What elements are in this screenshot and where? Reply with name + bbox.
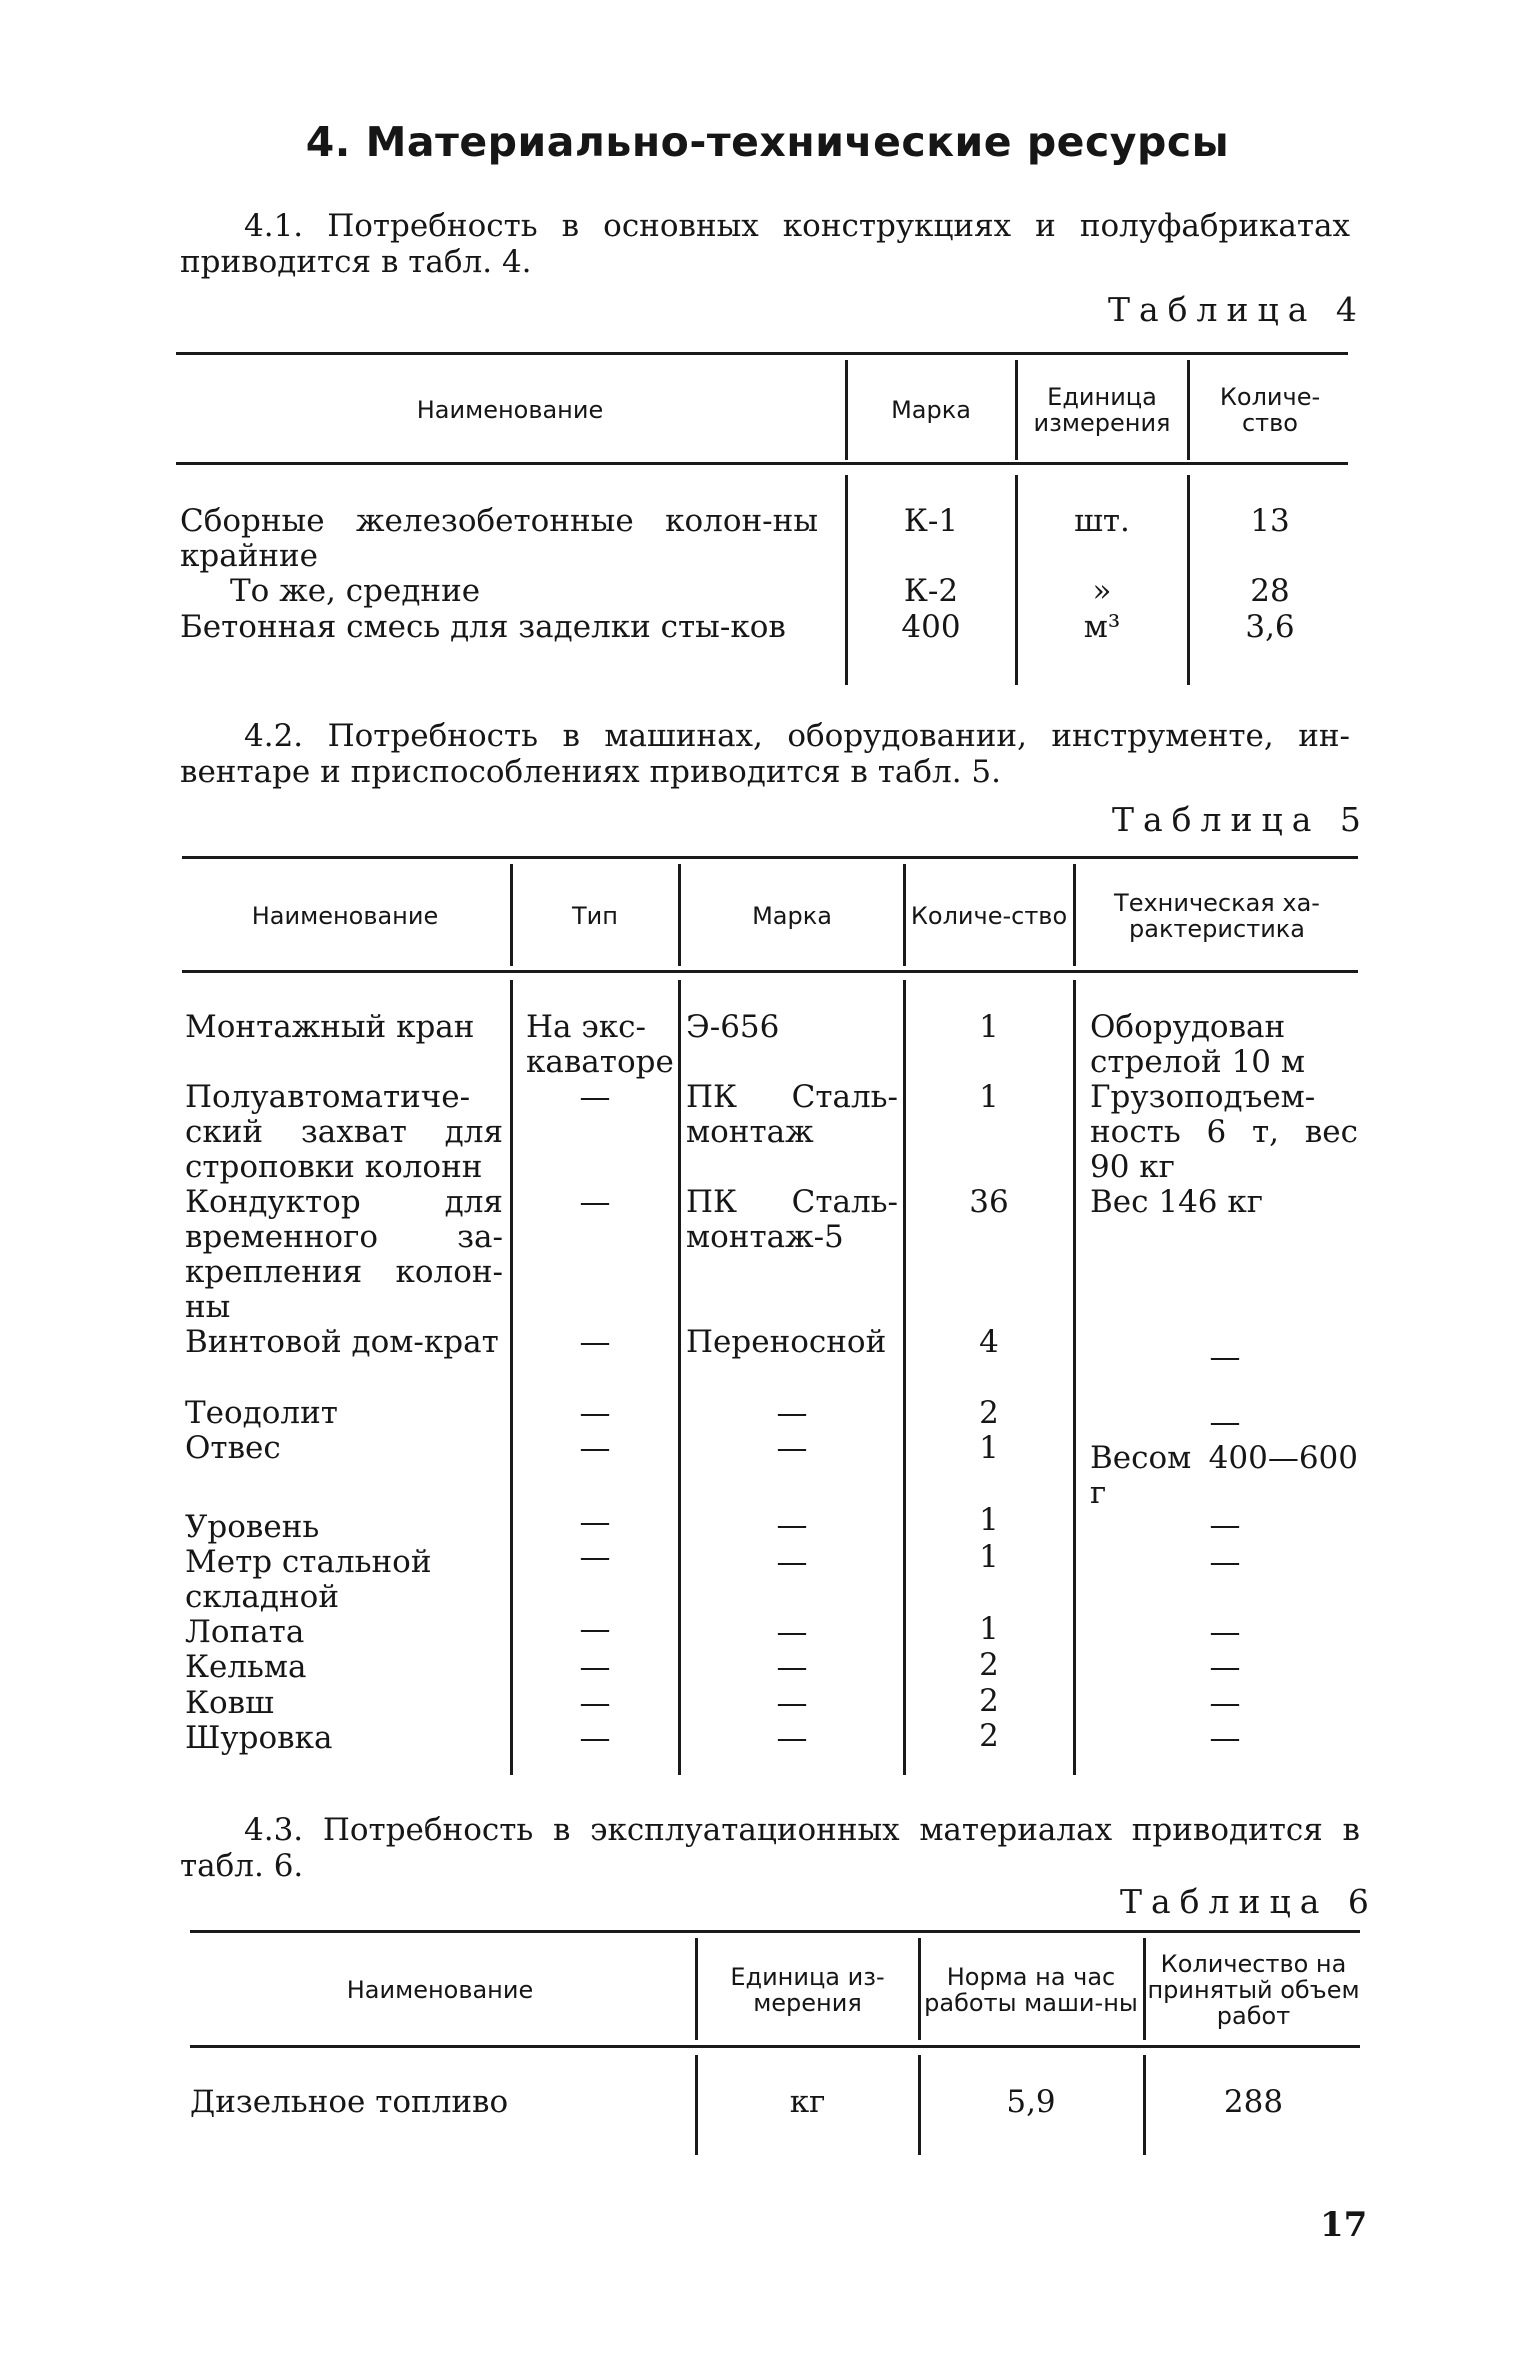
cell-qty: 2	[979, 1683, 999, 1719]
column-divider	[510, 864, 513, 966]
cell-spec: —	[1209, 1544, 1241, 1580]
table-row	[180, 504, 818, 574]
cell-qty: 36	[969, 1184, 1009, 1220]
cell-spec: Вес 146 кг	[1090, 1184, 1263, 1220]
cell-type: —	[579, 1395, 611, 1431]
cell-mark: К-2	[903, 573, 959, 609]
table-row	[190, 2085, 690, 2120]
cell-type: —	[579, 1685, 611, 1721]
section-4-2-paragraph	[180, 718, 1350, 790]
header-qty: Количество на принятый объем работ	[1147, 1950, 1360, 2030]
cell-qty: 2	[979, 1718, 999, 1754]
table-rule	[182, 856, 1358, 859]
cell-type: —	[579, 1539, 611, 1575]
cell-qty: 1	[979, 1611, 999, 1647]
cell-type: —	[579, 1649, 611, 1685]
column-divider	[695, 2055, 698, 2155]
cell-name: Сборные железобетонные колон-ны крайние	[180, 503, 818, 574]
column-divider	[1143, 1938, 1146, 2040]
cell-name: Теодолит	[185, 1395, 338, 1431]
table-rule	[176, 462, 1348, 465]
cell-spec: —	[1209, 1614, 1241, 1650]
column-divider	[678, 864, 681, 966]
cell-name: Уровень	[185, 1509, 320, 1545]
cell-mark: ПК Сталь-монтаж-5	[686, 1184, 898, 1255]
page-title: 4. Материально-технические ресурсы	[305, 118, 1230, 166]
cell-name: Метр стальной складной	[185, 1544, 432, 1615]
cell-unit: м³	[1083, 609, 1121, 645]
cell-qty: 1	[979, 1539, 999, 1575]
cell-qty: 288	[1223, 2084, 1284, 2120]
cell-mark: 400	[901, 609, 961, 645]
cell-unit: кг	[789, 2084, 826, 2120]
cell-spec: —	[1209, 1339, 1241, 1375]
cell-qty: 4	[979, 1324, 999, 1360]
cell-name: Шуровка	[185, 1720, 333, 1756]
cell-name: Бетонная смесь для заделки сты-ков	[180, 609, 786, 645]
cell-qty: 1	[979, 1502, 999, 1538]
cell-spec: —	[1209, 1404, 1241, 1440]
cell-spec: Весом 400—600 г	[1090, 1440, 1358, 1511]
table-5-caption: Таблица 5	[1112, 800, 1370, 839]
header-name: Наименование	[251, 902, 439, 930]
column-divider	[1143, 2055, 1146, 2155]
cell-name: Кельма	[185, 1649, 307, 1685]
header-mark: Марка	[891, 396, 971, 424]
column-divider	[918, 1938, 921, 2040]
header-qty: Количе-ство	[1219, 383, 1321, 437]
cell-type: —	[579, 1079, 611, 1115]
column-divider	[1187, 475, 1190, 685]
cell-name: Винтовой дом-крат	[185, 1324, 499, 1360]
table-rule	[176, 352, 1348, 355]
cell-mark: ПК Сталь-монтаж	[686, 1079, 898, 1150]
cell-qty: 3,6	[1245, 609, 1295, 645]
cell-spec: Грузоподъем-ность 6 т, вес 90 кг	[1090, 1079, 1358, 1185]
cell-mark: —	[776, 1544, 808, 1580]
cell-mark: —	[776, 1507, 808, 1543]
cell-type: —	[579, 1611, 611, 1647]
cell-qty: 1	[979, 1009, 999, 1045]
cell-type: —	[579, 1504, 611, 1540]
cell-unit: »	[1092, 573, 1112, 609]
cell-name: Ковш	[185, 1685, 274, 1721]
cell-mark: —	[776, 1614, 808, 1650]
header-name: Наименование	[346, 1976, 534, 2004]
column-divider	[678, 980, 681, 1775]
cell-mark: —	[776, 1430, 808, 1466]
cell-mark: —	[776, 1649, 808, 1685]
cell-qty: 28	[1250, 573, 1290, 609]
cell-qty: 1	[979, 1430, 999, 1466]
cell-name: Монтажный кран	[185, 1009, 475, 1045]
section-text: Потребность в эксплуатационных материалах приводится в табл. 6.	[180, 1812, 1360, 1884]
section-number: 4.2.	[244, 718, 304, 754]
cell-qty: 2	[979, 1395, 999, 1431]
cell-mark: —	[776, 1720, 808, 1756]
section-number: 4.1.	[244, 208, 304, 244]
cell-unit: шт.	[1074, 503, 1130, 539]
table-6-caption: Таблица 6	[1120, 1882, 1378, 1921]
cell-mark: Э-656	[686, 1009, 780, 1045]
column-divider	[903, 864, 906, 966]
table-rule	[190, 1930, 1360, 1933]
table-rule	[190, 2045, 1360, 2048]
column-divider	[903, 980, 906, 1775]
cell-mark: —	[776, 1685, 808, 1721]
column-divider	[1073, 864, 1076, 966]
table-4-caption: Таблица 4	[1108, 290, 1366, 329]
cell-qty: 13	[1250, 503, 1290, 539]
column-divider	[1073, 980, 1076, 1775]
cell-spec: —	[1209, 1649, 1241, 1685]
header-spec: Техническая ха-рактеристика	[1114, 889, 1320, 943]
table-rule	[182, 970, 1358, 973]
section-4-3-paragraph	[180, 1812, 1360, 1884]
column-divider	[1187, 360, 1190, 460]
page-number: 17	[1320, 2205, 1368, 2245]
column-divider	[695, 1938, 698, 2040]
header-unit: Единица из-мерения	[730, 1963, 885, 2017]
table-row	[180, 610, 818, 645]
section-text: Потребность в машинах, оборудовании, инструменте, ин-вентаре и приспособлениях приводится в табл. 5.	[180, 718, 1350, 790]
cell-mark: К-1	[903, 503, 959, 539]
column-divider	[845, 475, 848, 685]
column-divider	[918, 2055, 921, 2155]
cell-type: —	[579, 1430, 611, 1466]
cell-name: Кондуктор для временного за-крепления колон-ны	[185, 1184, 503, 1325]
cell-name: То же, средние	[230, 573, 481, 609]
cell-qty: 2	[979, 1647, 999, 1683]
section-number: 4.3.	[244, 1812, 304, 1848]
header-mark: Марка	[752, 902, 832, 930]
cell-norm: 5,9	[1006, 2084, 1056, 2120]
column-divider	[1015, 360, 1018, 460]
cell-spec: —	[1209, 1507, 1241, 1543]
cell-name: Полуавтоматиче-ский захват для строповки колонн	[185, 1079, 503, 1185]
column-divider	[845, 360, 848, 460]
cell-type: На экс-каваторе	[526, 1009, 674, 1080]
cell-type: —	[579, 1324, 611, 1360]
cell-mark: Переносной	[686, 1324, 887, 1360]
section-text: Потребность в основных конструкциях и полуфабрикатах приводится в табл. 4.	[180, 208, 1351, 280]
cell-qty: 1	[979, 1079, 999, 1115]
cell-spec: —	[1209, 1720, 1241, 1756]
column-divider	[510, 980, 513, 1775]
header-type: Тип	[572, 902, 618, 930]
cell-spec: Оборудован стрелой 10 м	[1090, 1009, 1305, 1080]
header-name: Наименование	[416, 396, 604, 424]
header-qty: Количе-ство	[910, 902, 1068, 930]
cell-mark: —	[776, 1395, 808, 1431]
cell-name: Лопата	[185, 1614, 305, 1650]
cell-type: —	[579, 1184, 611, 1220]
cell-name: Дизельное топливо	[190, 2084, 509, 2120]
header-norm: Норма на час работы маши-ны	[924, 1963, 1138, 2017]
cell-name: Отвес	[185, 1430, 281, 1466]
section-4-1-paragraph	[180, 208, 1350, 280]
table-row	[230, 574, 818, 609]
header-unit: Единица измерения	[1033, 383, 1171, 437]
column-divider	[1015, 475, 1018, 685]
cell-spec: —	[1209, 1685, 1241, 1721]
cell-type: —	[579, 1720, 611, 1756]
